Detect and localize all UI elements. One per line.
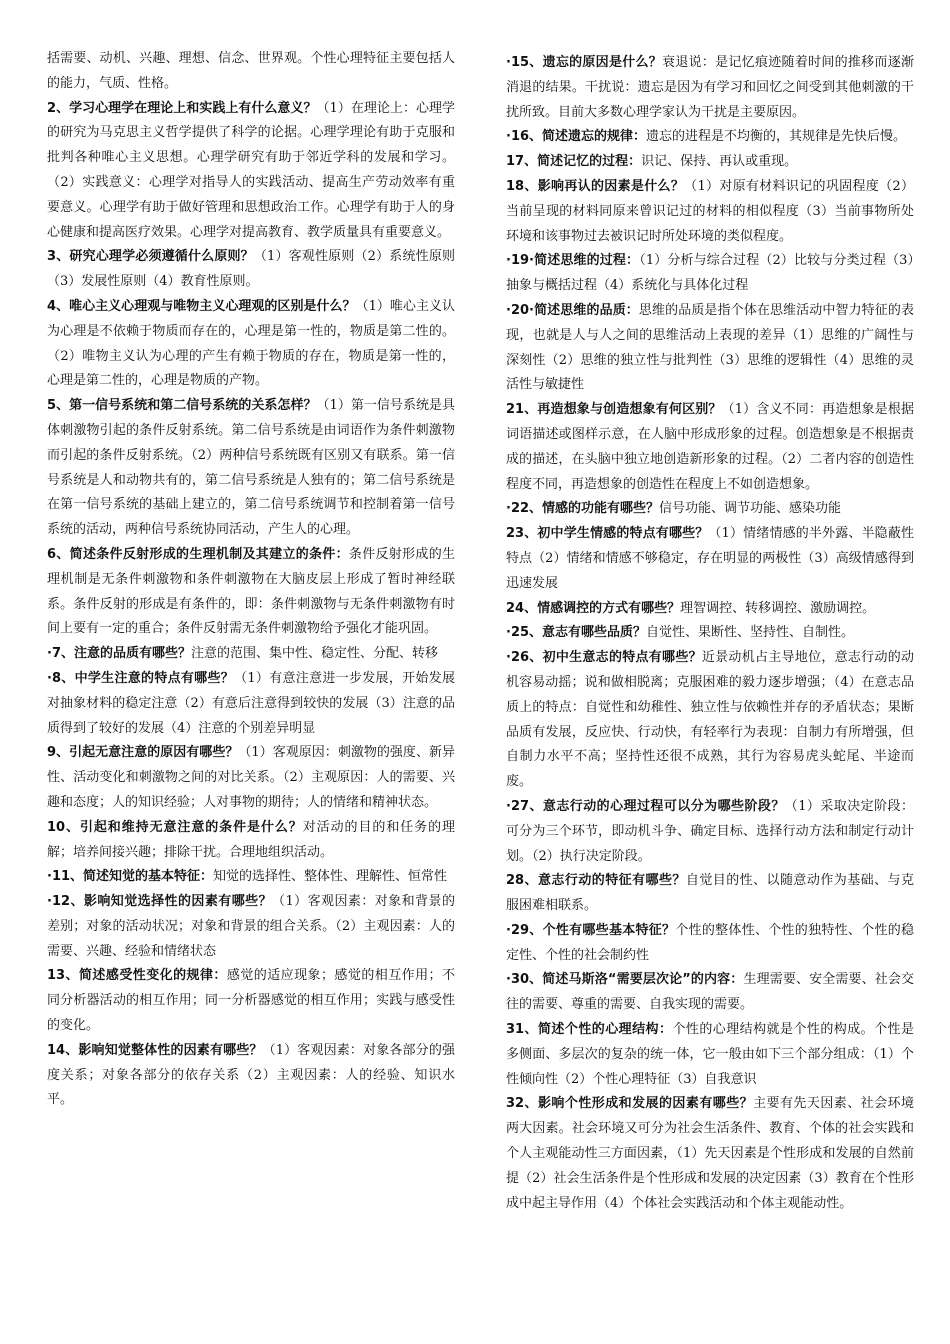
- question: 23、初中学生情感的特点有哪些？: [506, 526, 709, 542]
- qa-item-3: [47, 245, 455, 295]
- answer-text: 信号功能、调节功能、感染功能: [659, 501, 842, 517]
- question: 2、学习心理学在理论上和实践上有什么意义？: [47, 100, 317, 116]
- question: 17、简述记忆的过程：: [506, 154, 642, 170]
- qa-item-6: [47, 543, 455, 642]
- qa-item-27: [506, 795, 914, 869]
- answer-text: 自觉目的性、以随意动作为基础、与克服困难相联系。: [506, 873, 914, 914]
- question: 32、影响个性形成和发展的因素有哪些？: [506, 1096, 754, 1112]
- right-column: [506, 51, 914, 1216]
- answer-text: （1）情绪情感的半外露、半隐蔽性特点（2）情绪和情感不够稳定，存在明显的两极性（3）高级情感得到迅速发展: [506, 526, 914, 591]
- answer-text: （1）客观性原则（2）系统性原则（3）发展性原则（4）教育性原则。: [47, 249, 456, 290]
- answer-text: 近景动机占主导地位，意志行动的动机容易动摇；说和做相脱离；克服困难的毅力逐步增强；（4）在意志品质上的特点：自觉性和幼稚性、独立性与依赖性并存的矛盾状态；果断品质有发展，反应快、行动快，有轻率行为表现：自制力有所增强，但自制力水平不高；坚持性还很不成熟，其行为容易虎头蛇尾、半途而废。: [506, 650, 914, 790]
- qa-item-8: [47, 667, 455, 741]
- qa-item-4: [47, 295, 455, 394]
- question: ·22、情感的功能有哪些？: [506, 501, 660, 517]
- qa-item-20: [506, 299, 914, 398]
- answer-text: 条件反射形成的生理机制是无条件刺激物和条件刺激物在大脑皮层上形成了暂时神经联系。条件反射的形成是有条件的，即：条件刺激物与无条件刺激物有时间上要有一定的重合；条件反射需无条件刺激物给予强化才能巩固。: [47, 546, 455, 637]
- qa-item-32: [506, 1092, 914, 1216]
- qa-item-30: [506, 968, 914, 1018]
- answer-text: （1）第一信号系统是具体刺激物引起的条件反射系统。第二信号系统是由词语作为条件刺激物而引起的条件反射系统。（2）两种信号系统既有区别又有联系。第一信号系统是人和动物共有的，第二信号系统是人独有的；第二信号系统是在第一信号系统的基础上建立的，第二信号系统调节和控制着第一信号系统的活动，两种信号系统协同活动，产生人的心理。: [47, 398, 456, 538]
- question: 4、唯心主义心理观与唯物主义心理观的区别是什么？: [47, 298, 356, 314]
- answer-text: 个性的整体性、个性的独特性、个性的稳定性、个性的社会制约性: [506, 922, 914, 963]
- answer-continuation: [47, 47, 455, 97]
- qa-item-5: [47, 394, 455, 543]
- question: 31、简述个性的心理结构：: [506, 1022, 673, 1038]
- answer-text: （1）含义不同：再造想象是根据词语描述或图样示意，在人脑中形成形象的过程。创造想象是不根据责成的描述，在头脑中独立地创造新形象的过程。（2）二者内容的创造性程度不同，再造想象的创造性在程度上不如创造想象。: [506, 402, 914, 492]
- question: 18、影响再认的因素是什么？: [506, 178, 685, 194]
- question: 24、情感调控的方式有哪些？: [506, 600, 681, 616]
- answer-text: 个性的心理结构就是个性的构成。个性是多侧面、多层次的复杂的统一体，它一般由如下三个部分组成：（1）个性倾向性（2）个性心理特征（3）自我意识: [506, 1022, 914, 1087]
- qa-item-18: [506, 175, 914, 249]
- answer-text: 思维的品质是指个体在思维活动中智力特征的表现，也就是人与人之间的思维活动上表现的差异（1）思维的广阔性与深刻性（2）思维的独立性与批判性（3）思维的逻辑性（4）思维的灵活性与敏捷性: [506, 302, 914, 393]
- question: ·7、注意的品质有哪些？: [47, 646, 191, 662]
- qa-item-10: [47, 816, 455, 866]
- question: 10、引起和维持无意注意的条件是什么？: [47, 819, 303, 835]
- question: 6、简述条件反射形成的生理机制及其建立的条件：: [47, 546, 349, 562]
- answer-text: （1）唯心主义认为心理是不依赖于物质而存在的，心理是第一性的，物质是第二性的。（2）唯物主义认为心理的产生有赖于物质的存在，物质是第一性的，心理是第二性的，心理是物质的产物。: [47, 298, 456, 389]
- qa-item-15: [506, 51, 914, 125]
- qa-item-25: [506, 621, 914, 646]
- question: 14、影响知觉整体性的因素有哪些？: [47, 1042, 263, 1058]
- question: ·25、意志有哪些品质？: [506, 625, 647, 641]
- answer-text: （1）采取决定阶段：可分为三个环节，即动机斗争、确定目标、选择行动方法和制定行动计划。（2）执行决定阶段。: [506, 798, 914, 864]
- answer-text: （1）对原有材料识记的巩固程度（2）当前呈现的材料同原来曾识记过的材料的相似程度（3）当前事物所处环境和该事物过去被识记时所处环境的类似程度。: [506, 178, 915, 244]
- qa-item-29: [506, 919, 914, 969]
- question: ·20·简述思维的品质：: [506, 302, 639, 318]
- question: 9、引起无意注意的原因有哪些？: [47, 745, 239, 761]
- question: 3、研究心理学必须遵循什么原则？: [47, 249, 254, 265]
- qa-item-17: [506, 150, 914, 175]
- question: 21、再造想象与创造想象有何区别？: [506, 402, 722, 418]
- question: ·16、简述遗忘的规律：: [506, 129, 647, 145]
- qa-item-16: [506, 125, 914, 150]
- question: ·19·简述思维的过程：: [506, 253, 640, 269]
- qa-item-14: [47, 1039, 455, 1113]
- answer-text: 理智调控、转移调控、激励调控。: [680, 600, 876, 616]
- question: ·29、个性有哪些基本特征？: [506, 922, 676, 938]
- answer-text: （1）客观因素：对象各部分的强度关系；对象各部分的依存关系（2）主观因素：人的经验、知识水平。: [47, 1042, 455, 1108]
- qa-item-23: [506, 522, 914, 596]
- question: 28、意志行动的特征有哪些？: [506, 873, 686, 889]
- question: ·11、简述知觉的基本特征：: [47, 869, 214, 885]
- answer-text: 括需要、动机、兴趣、理想、信念、世界观。个性心理特征主要包括人的能力，气质、性格。: [47, 51, 455, 91]
- answer-text: （1）在理论上：心理学的研究为马克思主义哲学提供了科学的论据。心理学理论有助于克服和批判各种唯心主义思想。心理学研究有助于邻近学科的发展和学习。（2）实践意义：心理学对指导人的实践活动、提高生产劳动效率有重要意义。心理学有助于做好管理和思想政治工作。心理学有助于人的身心健康和提高医疗效果。心理学对提高教育、教学质量具有重要意义。: [47, 100, 456, 240]
- answer-text: 遗忘的进程是不均衡的，其规律是先快后慢。: [646, 129, 907, 145]
- qa-item-11: [47, 865, 455, 890]
- question: ·12、影响知觉选择性的因素有哪些？: [47, 894, 273, 910]
- qa-item-22: [506, 497, 914, 522]
- question: ·26、初中生意志的特点有哪些？: [506, 650, 702, 666]
- qa-item-2: [47, 97, 455, 246]
- answer-text: （1）分析与综合过程（2）比较与分类过程（3）抽象与概括过程（4）系统化与具体化过程: [506, 253, 914, 294]
- qa-item-21: [506, 398, 914, 497]
- answer-text: 对活动的目的和任务的理解；培养间接兴趣；排除干扰。合理地组织活动。: [47, 819, 455, 860]
- qa-item-19: [506, 249, 914, 299]
- left-column: [47, 47, 455, 1113]
- question: ·30、简述马斯洛“需要层次论”的内容：: [506, 972, 744, 988]
- qa-item-31: [506, 1018, 914, 1092]
- answer-text: 注意的范围、集中性、稳定性、分配、转移: [190, 646, 438, 662]
- question: ·27、意志行动的心理过程可以分为哪些阶段？: [506, 798, 785, 814]
- qa-item-9: [47, 741, 455, 815]
- qa-item-12: [47, 890, 455, 964]
- answer-text: 生理需要、安全需要、社会交往的需要、尊重的需要、自我实现的需要。: [506, 972, 914, 1013]
- answer-text: （1）客观因素：对象和背景的差别；对象的活动状况；对象和背景的组合关系。（2）主观因素：人的需要、兴趣、经验和情绪状态: [47, 894, 455, 959]
- qa-item-24: [506, 597, 914, 622]
- answer-text: （1）客观原因：刺激物的强度、新异性、活动变化和刺激物之间的对比关系。（2）主观原因：人的需要、兴趣和态度；人的知识经验；人对事物的期待；人的情绪和精神状态。: [47, 745, 455, 810]
- answer-text: 知觉的选择性、整体性、理解性、恒常性: [213, 869, 448, 885]
- answer-text: 主要有先天因素、社会环境两大因素。社会环境又可分为社会生活条件、教育、个体的社会实践和个人主观能动性三方面因素，（1）先天因素是个性形成和发展的自然前提（2）社会生活条件是个性形成和发展的决定因素（3）教育在个性形成中起主导作用（4）个体社会实践活动和个体主观能动性。: [506, 1096, 914, 1211]
- qa-item-28: [506, 869, 914, 919]
- answer-text: 衰退说：是记忆痕迹随着时间的推移而逐渐消退的结果。干扰说：遗忘是因为有学习和回忆之间受到其他刺激的干扰所致。目前大多数心理学家认为干扰是主要原因。: [506, 55, 914, 120]
- question: 13、简述感受性变化的规律：: [47, 968, 227, 984]
- question: 5、第一信号系统和第二信号系统的关系怎样？: [47, 398, 317, 414]
- answer-text: （1）有意注意进一步发展，开始发展对抽象材料的稳定注意（2）有意后注意得到较快的发展（3）注意的品质得到了较好的发展（4）注意的个别差异明显: [47, 670, 455, 736]
- question: ·15、遗忘的原因是什么？: [506, 55, 663, 70]
- question: ·8、中学生注意的特点有哪些？: [47, 670, 235, 686]
- answer-text: 自觉性、果断性、坚持性、自制性。: [646, 625, 855, 641]
- answer-text: 感觉的适应现象；感觉的相互作用；不同分析器活动的相互作用；同一分析器感觉的相互作用；实践与感受性的变化。: [47, 968, 455, 1034]
- qa-item-26: [506, 646, 914, 795]
- qa-item-13: [47, 964, 455, 1038]
- qa-item-7: [47, 642, 455, 667]
- answer-text: 识记、保持、再认或重现。: [641, 154, 798, 170]
